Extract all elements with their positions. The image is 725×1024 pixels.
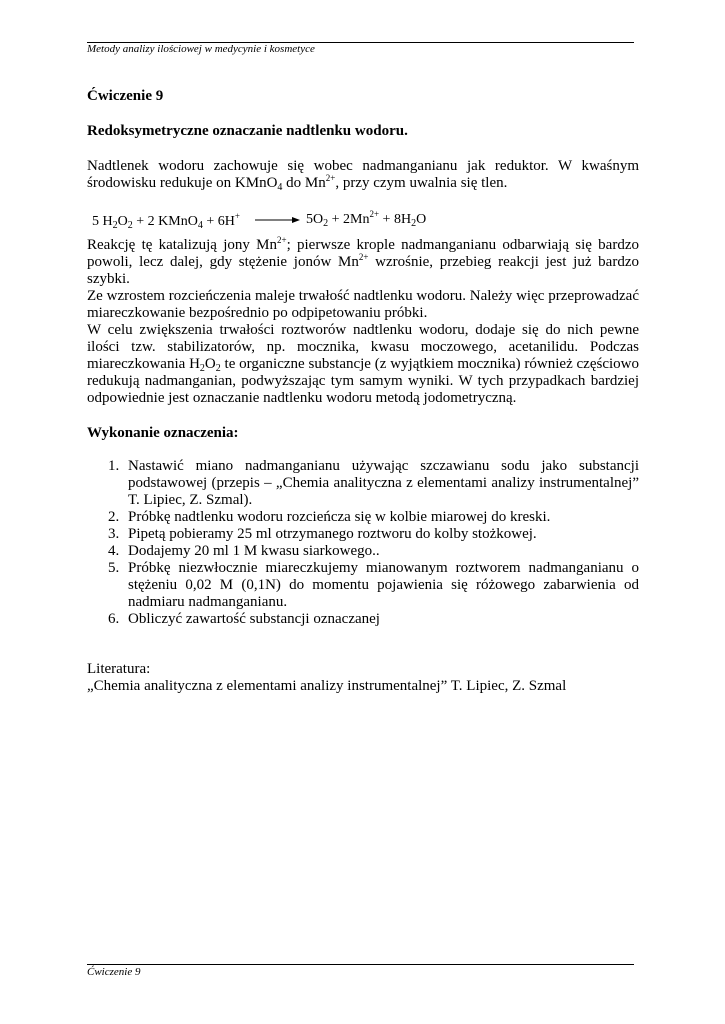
running-footer: Ćwiczenie 9 — [87, 966, 141, 978]
reaction-equation — [87, 211, 639, 231]
list-item: 5. Próbkę niezwłocznie miareczkujemy mianowanym roztworem nadmanganianu o stężeniu 0,02 M (0,1N) do momentu pojawienia się różowego zabarwienia od nadmiaru nadmanganianu. — [108, 560, 639, 610]
list-item: 2. Próbkę nadtlenku wodoru rozcieńcza się w kolbie miarowej do kreski. — [108, 509, 551, 525]
procedure-steps — [87, 458, 639, 628]
exercise-topic: Redoksymetryczne oznaczanie nadtlenku wodoru. — [87, 123, 408, 139]
literature-section — [87, 661, 639, 695]
list-item: 1. Nastawić miano nadmanganianu używając szczawianu sodu jako substancji podstawowej (przepis – „Chemia analityczna z elementami analizy instrumentalnej” T. Lipiec, Z. Szmal). — [108, 458, 639, 508]
stabilizer-paragraph: W celu zwiększenia trwałości roztworów nadtlenku wodoru, dodaje się do nich pewne ilości tzw. stabilizatorów, np. mocznika, kwasu moczowego, acetanilidu. Podczas miareczkowania $H_2O_2$ te organiczne substancje (z wyjątkiem mocznika) również częściowo redukują nadmanganian, podwyższając tym samym wyniki. W tych przypadkach bardziej odpowiednie jest oznaczanie nadtlenku wodoru metodą jodometryczną. — [87, 322, 639, 406]
footer-rule — [87, 964, 634, 965]
equation-reactants: 5 $H_2O_2 + 2$ KMnO$_4$ + 6H+ — [92, 211, 240, 231]
running-header: Metody analizy ilościowej w medycynie i kosmetyce — [87, 43, 315, 55]
literature-entry: „Chemia analityczna z elementami analizy instrumentalnej” T. Lipiec, Z. Szmal — [87, 678, 567, 694]
list-item: 4. Dodajemy 20 ml 1 M kwasu siarkowego.. — [108, 543, 380, 559]
discussion-block — [87, 237, 639, 407]
page-content — [87, 88, 639, 695]
list-item: 3. Pipetą pobieramy 25 ml otrzymanego roztworu do kolby stożkowej. — [108, 526, 537, 542]
dilution-paragraph: Ze wzrostem rozcieńczenia maleje trwałość nadtlenku wodoru. Należy więc przeprowadzać miareczkowanie bezpośrednio po odpipetowaniu próbki. — [87, 288, 639, 321]
list-item: 6. Obliczyć zawartość substancji oznaczanej — [108, 611, 380, 627]
procedure-title: Wykonanie oznaczenia: — [87, 425, 239, 441]
equation-products: $5O_2 + 2Mn^{2+} + 8H_2O$ — [306, 209, 427, 229]
catalysis-paragraph: Reakcję tę katalizują jony $Mn^{2+}$; pierwsze krople nadmanganianu odbarwiają się bardzo powoli, lecz dalej, gdy stężenie jonów $Mn^{2+}$ wzrośnie, przebieg reakcji jest już bardzo szybki. — [87, 235, 639, 287]
intro-paragraph: Nadtlenek wodoru zachowuje się wobec nadmanganianu jak reduktor. W kwaśnym środowisku redukuje on KMnO$_4$ do $Mn^{2+}$, przy czym uwalnia się tlen. — [87, 158, 639, 193]
exercise-number: Ćwiczenie 9 — [87, 88, 164, 104]
literature-label: Literatura: — [87, 661, 151, 677]
